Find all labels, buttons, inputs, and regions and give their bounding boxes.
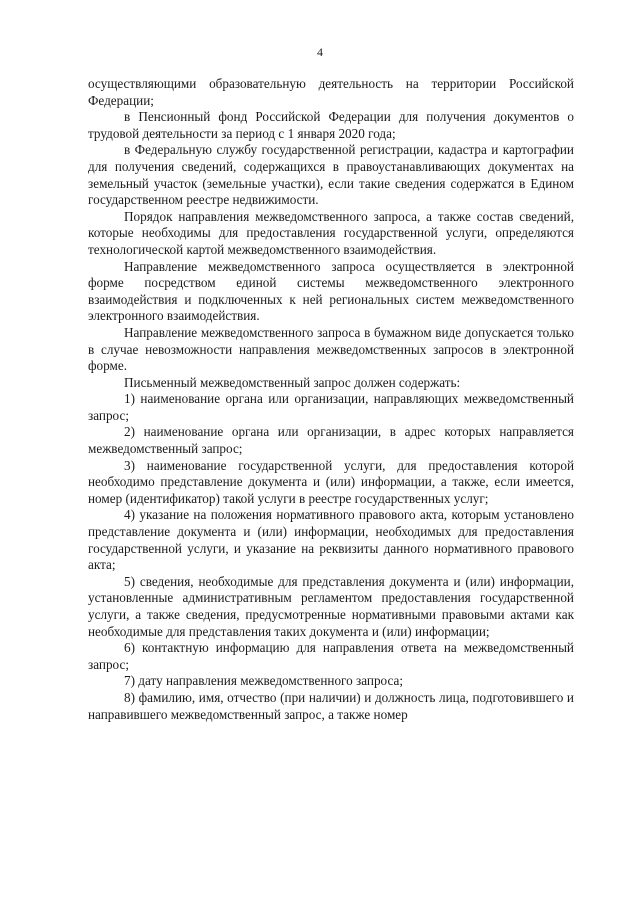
paragraph: 7) дату направления межведомственного запроса; — [124, 673, 404, 689]
paragraph: Порядок направления межведомственного запроса, а также состав сведений, которые необходимы для предоставления государственной услуги, определяются технологической картой межведомственного взаимодействия. — [88, 208, 574, 257]
paragraph: осуществляющими образовательную деятельность на территории Российской Федерации; — [88, 76, 574, 108]
paragraph: 8) фамилию, имя, отчество (при наличии) и должность лица, подготовившего и направившего межведомственный запрос, а также номер — [88, 689, 574, 722]
paragraph: в Пенсионный фонд Российской Федерации для получения документов о трудовой деятельности за период с 1 января 2020 года; — [88, 109, 574, 141]
paragraph: Письменный межведомственный запрос должен содержать: — [124, 374, 461, 390]
paragraph: 2) наименование органа или организации, в адрес которых направляется межведомственный запрос; — [88, 424, 574, 457]
paragraph: 6) контактную информацию для направления ответа на межведомственный запрос; — [88, 640, 574, 672]
paragraph: Направление межведомственного запроса осуществляется в электронной форме посредством единой системы межведомственного электронного взаимодействия и подключенных к ней региональных систем межведомственного электронного взаимодействия. — [88, 258, 574, 324]
paragraph: 5) сведения, необходимые для представления документа и (или) информации, установленные административным регламентом предоставления государственной услуги, а также сведения, предусмотренные нормативными правовыми актами как необходимые для представления таких документа и (или) информации; — [88, 573, 574, 639]
paragraph: 1) наименование органа или организации, направляющих межведомственный запрос; — [88, 391, 574, 423]
paragraph: в Федеральную службу государственной регистрации, кадастра и картографии для получения сведений, содержащихся в правоустанавливающих документах на земельный участок (земельные участки), если такие сведения содержатся в Едином государственном реестре недвижимости. — [88, 142, 574, 208]
page-number: 4 — [317, 45, 323, 59]
paragraph: 3) наименование государственной услуги, для предоставления которой необходимо представление документа и (или) информации, а также, если имеется, номер (идентификатор) такой услуги в реестре государственных услуг; — [88, 457, 574, 506]
paragraph: Направление межведомственного запроса в бумажном виде допускается только в случае невозможности направления межведомственных запросов в электронной форме. — [88, 324, 574, 374]
document-body — [88, 76, 574, 723]
paragraph: 4) указание на положения нормативного правового акта, которым установлено представление документа и (или) информации, необходимых для предоставления государственной услуги, и указание на реквизиты данного нормативного правового акта; — [88, 507, 574, 573]
